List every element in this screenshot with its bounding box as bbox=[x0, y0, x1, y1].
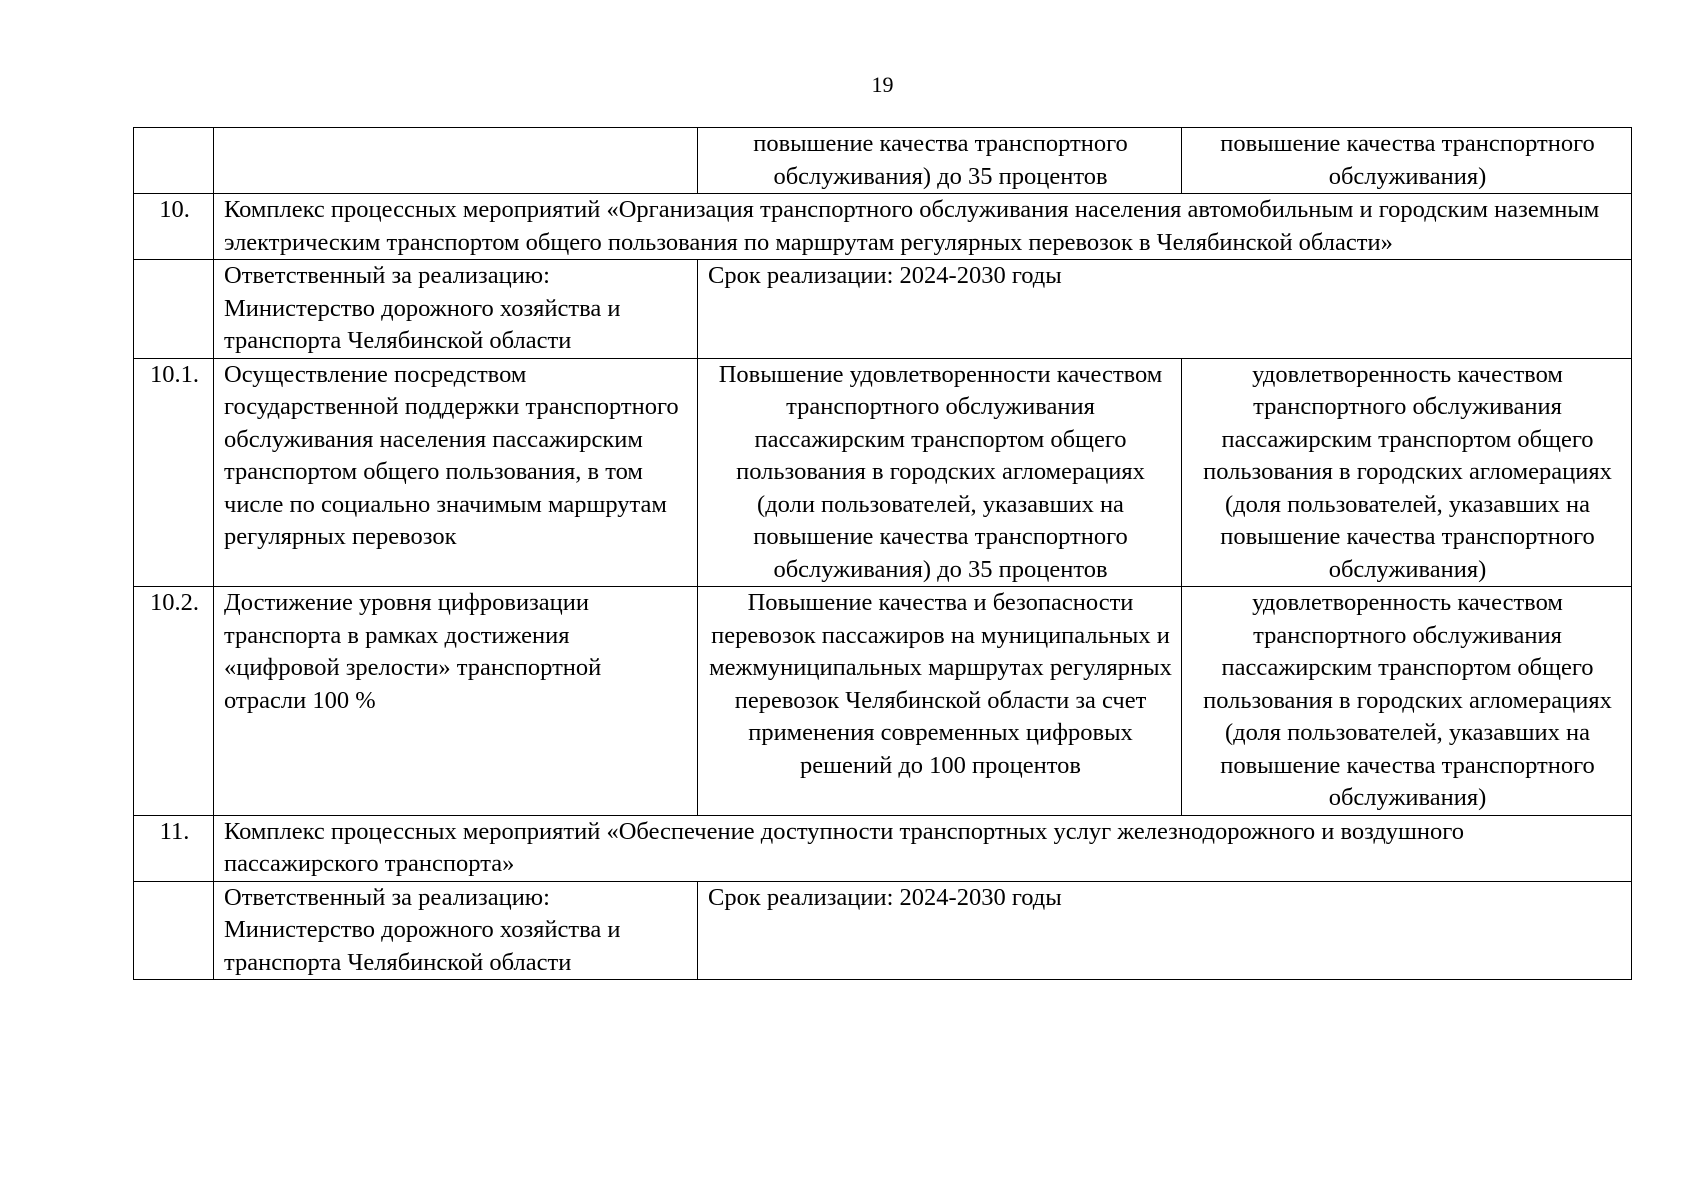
term-cell: Срок реализации: 2024-2030 годы bbox=[698, 881, 1632, 980]
measures-table bbox=[133, 127, 1632, 980]
table-row-complex-11 bbox=[134, 815, 1632, 881]
expected-result-cell: Повышение удовлетворенности качеством транспортного обслуживания пассажирским транспортом общего пользования в городских агломерациях (доли пользователей, указавших на повышение качества транспортного обслуживания) до 35 процентов bbox=[698, 358, 1182, 587]
measure-name-cell: Осуществление посредством государственной поддержки транспортного обслуживания населения пассажирским транспортом общего пользования, в том числе по социально значимым маршрутам регулярных перевозок bbox=[214, 358, 698, 587]
measure-name-cell bbox=[214, 128, 698, 194]
complex-title-cell: Комплекс процессных мероприятий «Обеспечение доступности транспортных услуг железнодорожного и воздушного пассажирского транспорта» bbox=[214, 815, 1632, 881]
complex-title-cell: Комплекс процессных мероприятий «Организация транспортного обслуживания населения автомобильным и городским наземным электрическим транспортом общего пользования по маршрутам регулярных перевозок в Челябинской области» bbox=[214, 194, 1632, 260]
indicator-cell: удовлетворенность качеством транспортного обслуживания пассажирским транспортом общего пользования в городских агломерациях (доля пользователей, указавших на повышение качества транспортного обслуживания) bbox=[1182, 587, 1632, 816]
table-row-responsible-10 bbox=[134, 260, 1632, 359]
table-row-responsible-11 bbox=[134, 881, 1632, 980]
row-number-cell bbox=[134, 128, 214, 194]
expected-result-cell: Повышение качества и безопасности перевозок пассажиров на муниципальных и межмуниципальных маршрутах регулярных перевозок Челябинской области за счет применения современных цифровых решений до 100 процентов bbox=[698, 587, 1182, 816]
term-cell: Срок реализации: 2024-2030 годы bbox=[698, 260, 1632, 359]
indicator-cell: удовлетворенность качеством транспортного обслуживания пассажирским транспортом общего пользования в городских агломерациях (доля пользователей, указавших на повышение качества транспортного обслуживания) bbox=[1182, 358, 1632, 587]
responsible-cell: Ответственный за реализацию: Министерство дорожного хозяйства и транспорта Челябинской области bbox=[214, 260, 698, 359]
row-number-cell bbox=[134, 260, 214, 359]
indicator-cell: повышение качества транспортного обслуживания) bbox=[1182, 128, 1632, 194]
page-number: 19 bbox=[871, 72, 894, 97]
row-number-cell: 11. bbox=[134, 815, 214, 881]
responsible-cell: Ответственный за реализацию: Министерство дорожного хозяйства и транспорта Челябинской области bbox=[214, 881, 698, 980]
expected-result-cell: повышение качества транспортного обслуживания) до 35 процентов bbox=[698, 128, 1182, 194]
measure-name-cell: Достижение уровня цифровизации транспорта в рамках достижения «цифровой зрелости» транспортной отрасли 100 % bbox=[214, 587, 698, 816]
table-row-10-1 bbox=[134, 358, 1632, 587]
row-number-cell: 10. bbox=[134, 194, 214, 260]
row-number-cell: 10.2. bbox=[134, 587, 214, 816]
table-row-continuation bbox=[134, 128, 1632, 194]
table-row-10-2 bbox=[134, 587, 1632, 816]
table-row-complex-10 bbox=[134, 194, 1632, 260]
row-number-cell: 10.1. bbox=[134, 358, 214, 587]
row-number-cell bbox=[134, 881, 214, 980]
